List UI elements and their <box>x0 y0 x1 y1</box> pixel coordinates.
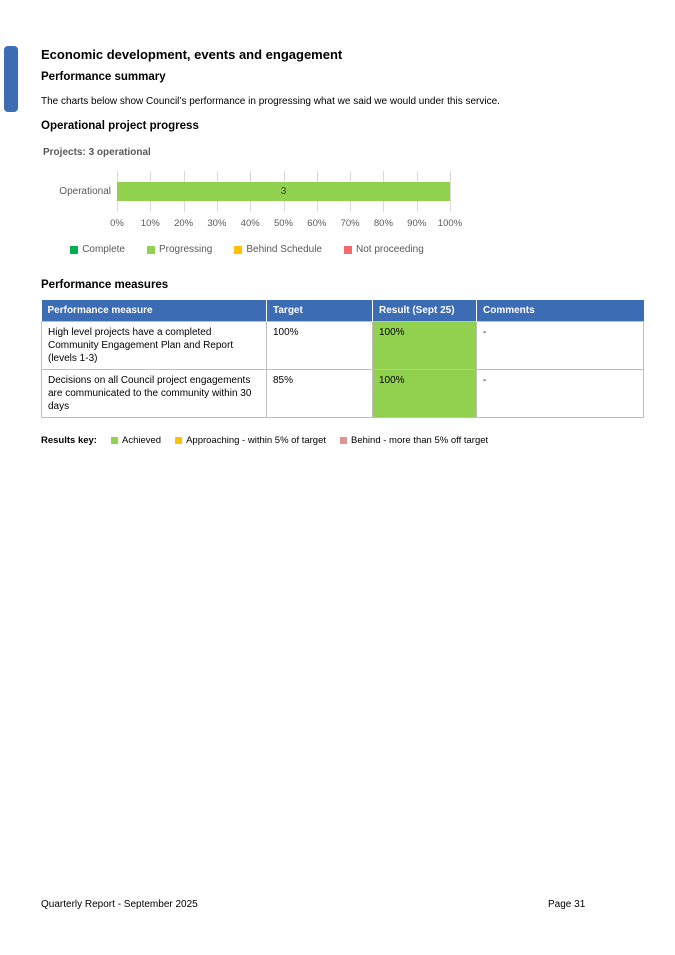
results-key-item <box>175 435 326 446</box>
results-key-swatch-icon <box>175 437 182 444</box>
intro-paragraph: The charts below show Council’s performance in progressing what we said we would under this service. <box>41 96 500 107</box>
legend-item-label: Progressing <box>159 244 213 255</box>
table-section-heading: Performance measures <box>41 279 169 291</box>
results-key <box>41 435 645 446</box>
chart-plot <box>117 171 450 212</box>
legend-item-label: Behind Schedule <box>246 244 322 255</box>
legend-item-label: Complete <box>82 244 125 255</box>
x-axis-tick-label: 20% <box>174 218 194 229</box>
page-content <box>41 0 645 446</box>
chart-section-heading: Operational project progress <box>41 120 199 132</box>
legend-swatch-icon <box>234 246 242 254</box>
table-cell-comments: - <box>477 322 644 370</box>
performance-measures-table <box>41 300 644 418</box>
results-key-item-label: Achieved <box>121 435 162 446</box>
x-axis-tick-label: 60% <box>307 218 327 229</box>
table-header-cell: Result (Sept 25) <box>373 300 477 322</box>
table-header-row <box>42 300 644 322</box>
results-key-swatch-icon <box>111 437 118 444</box>
results-key-items <box>111 435 488 446</box>
table-cell-comments: - <box>477 370 644 418</box>
table-header-cell: Performance measure <box>42 300 267 322</box>
legend-item-not-proceeding <box>344 244 424 255</box>
chart-x-axis <box>110 218 463 231</box>
x-axis-tick-label: 80% <box>373 218 393 229</box>
bar-value-label: 3 <box>280 186 287 197</box>
results-key-item-label: Behind - more than 5% off target <box>351 435 489 446</box>
table-cell-result: 100% <box>373 370 477 418</box>
x-axis-tick-label: 70% <box>340 218 360 229</box>
performance-summary-heading: Performance summary <box>41 71 166 83</box>
x-axis-tick-label: 90% <box>407 218 427 229</box>
table-cell-target: 100% <box>267 322 373 370</box>
table-row <box>42 370 644 418</box>
table-header-cell: Target <box>267 300 373 322</box>
results-key-item <box>111 435 161 446</box>
table-cell-target: 85% <box>267 370 373 418</box>
x-axis-tick-label: 100% <box>437 218 463 229</box>
footer-page-number: Page 31 <box>548 899 586 910</box>
table-cell-measure: Decisions on all Council project engagements are communicated to the community within 30 days <box>42 370 267 418</box>
operational-projects-chart <box>41 171 463 255</box>
legend-item-progressing <box>147 244 212 255</box>
x-axis-tick-label: 0% <box>110 218 124 229</box>
table-row <box>42 322 644 370</box>
legend-swatch-icon <box>344 246 352 254</box>
legend-swatch-icon <box>70 246 78 254</box>
legend-item-behind-schedule <box>234 244 322 255</box>
page-title: Economic development, events and engagement <box>41 47 343 62</box>
table-cell-result: 100% <box>373 322 477 370</box>
accent-bar <box>4 46 18 112</box>
legend-item-complete <box>70 244 125 255</box>
chart-category-label: Operational <box>59 186 111 197</box>
table-cell-measure: High level projects have a completed Community Engagement Plan and Report (levels 1-3) <box>42 322 267 370</box>
x-axis-tick-label: 40% <box>240 218 260 229</box>
results-key-item <box>340 435 488 446</box>
chart-gridline <box>450 171 451 212</box>
x-axis-tick-label: 30% <box>207 218 227 229</box>
x-axis-tick-label: 10% <box>140 218 160 229</box>
chart-legend <box>41 244 453 255</box>
results-key-item-label: Approaching - within 5% of target <box>186 435 327 446</box>
table-header-cell: Comments <box>477 300 644 322</box>
chart-plot-area <box>41 171 453 212</box>
results-key-swatch-icon <box>340 437 347 444</box>
results-key-label: Results key: <box>41 435 97 446</box>
chart-bar-operational <box>117 182 450 201</box>
legend-swatch-icon <box>147 246 155 254</box>
footer-report-title: Quarterly Report - September 2025 <box>41 899 198 910</box>
legend-item-label: Not proceeding <box>355 244 424 255</box>
x-axis-tick-label: 50% <box>273 218 294 229</box>
chart-caption: Projects: 3 operational <box>43 147 151 158</box>
